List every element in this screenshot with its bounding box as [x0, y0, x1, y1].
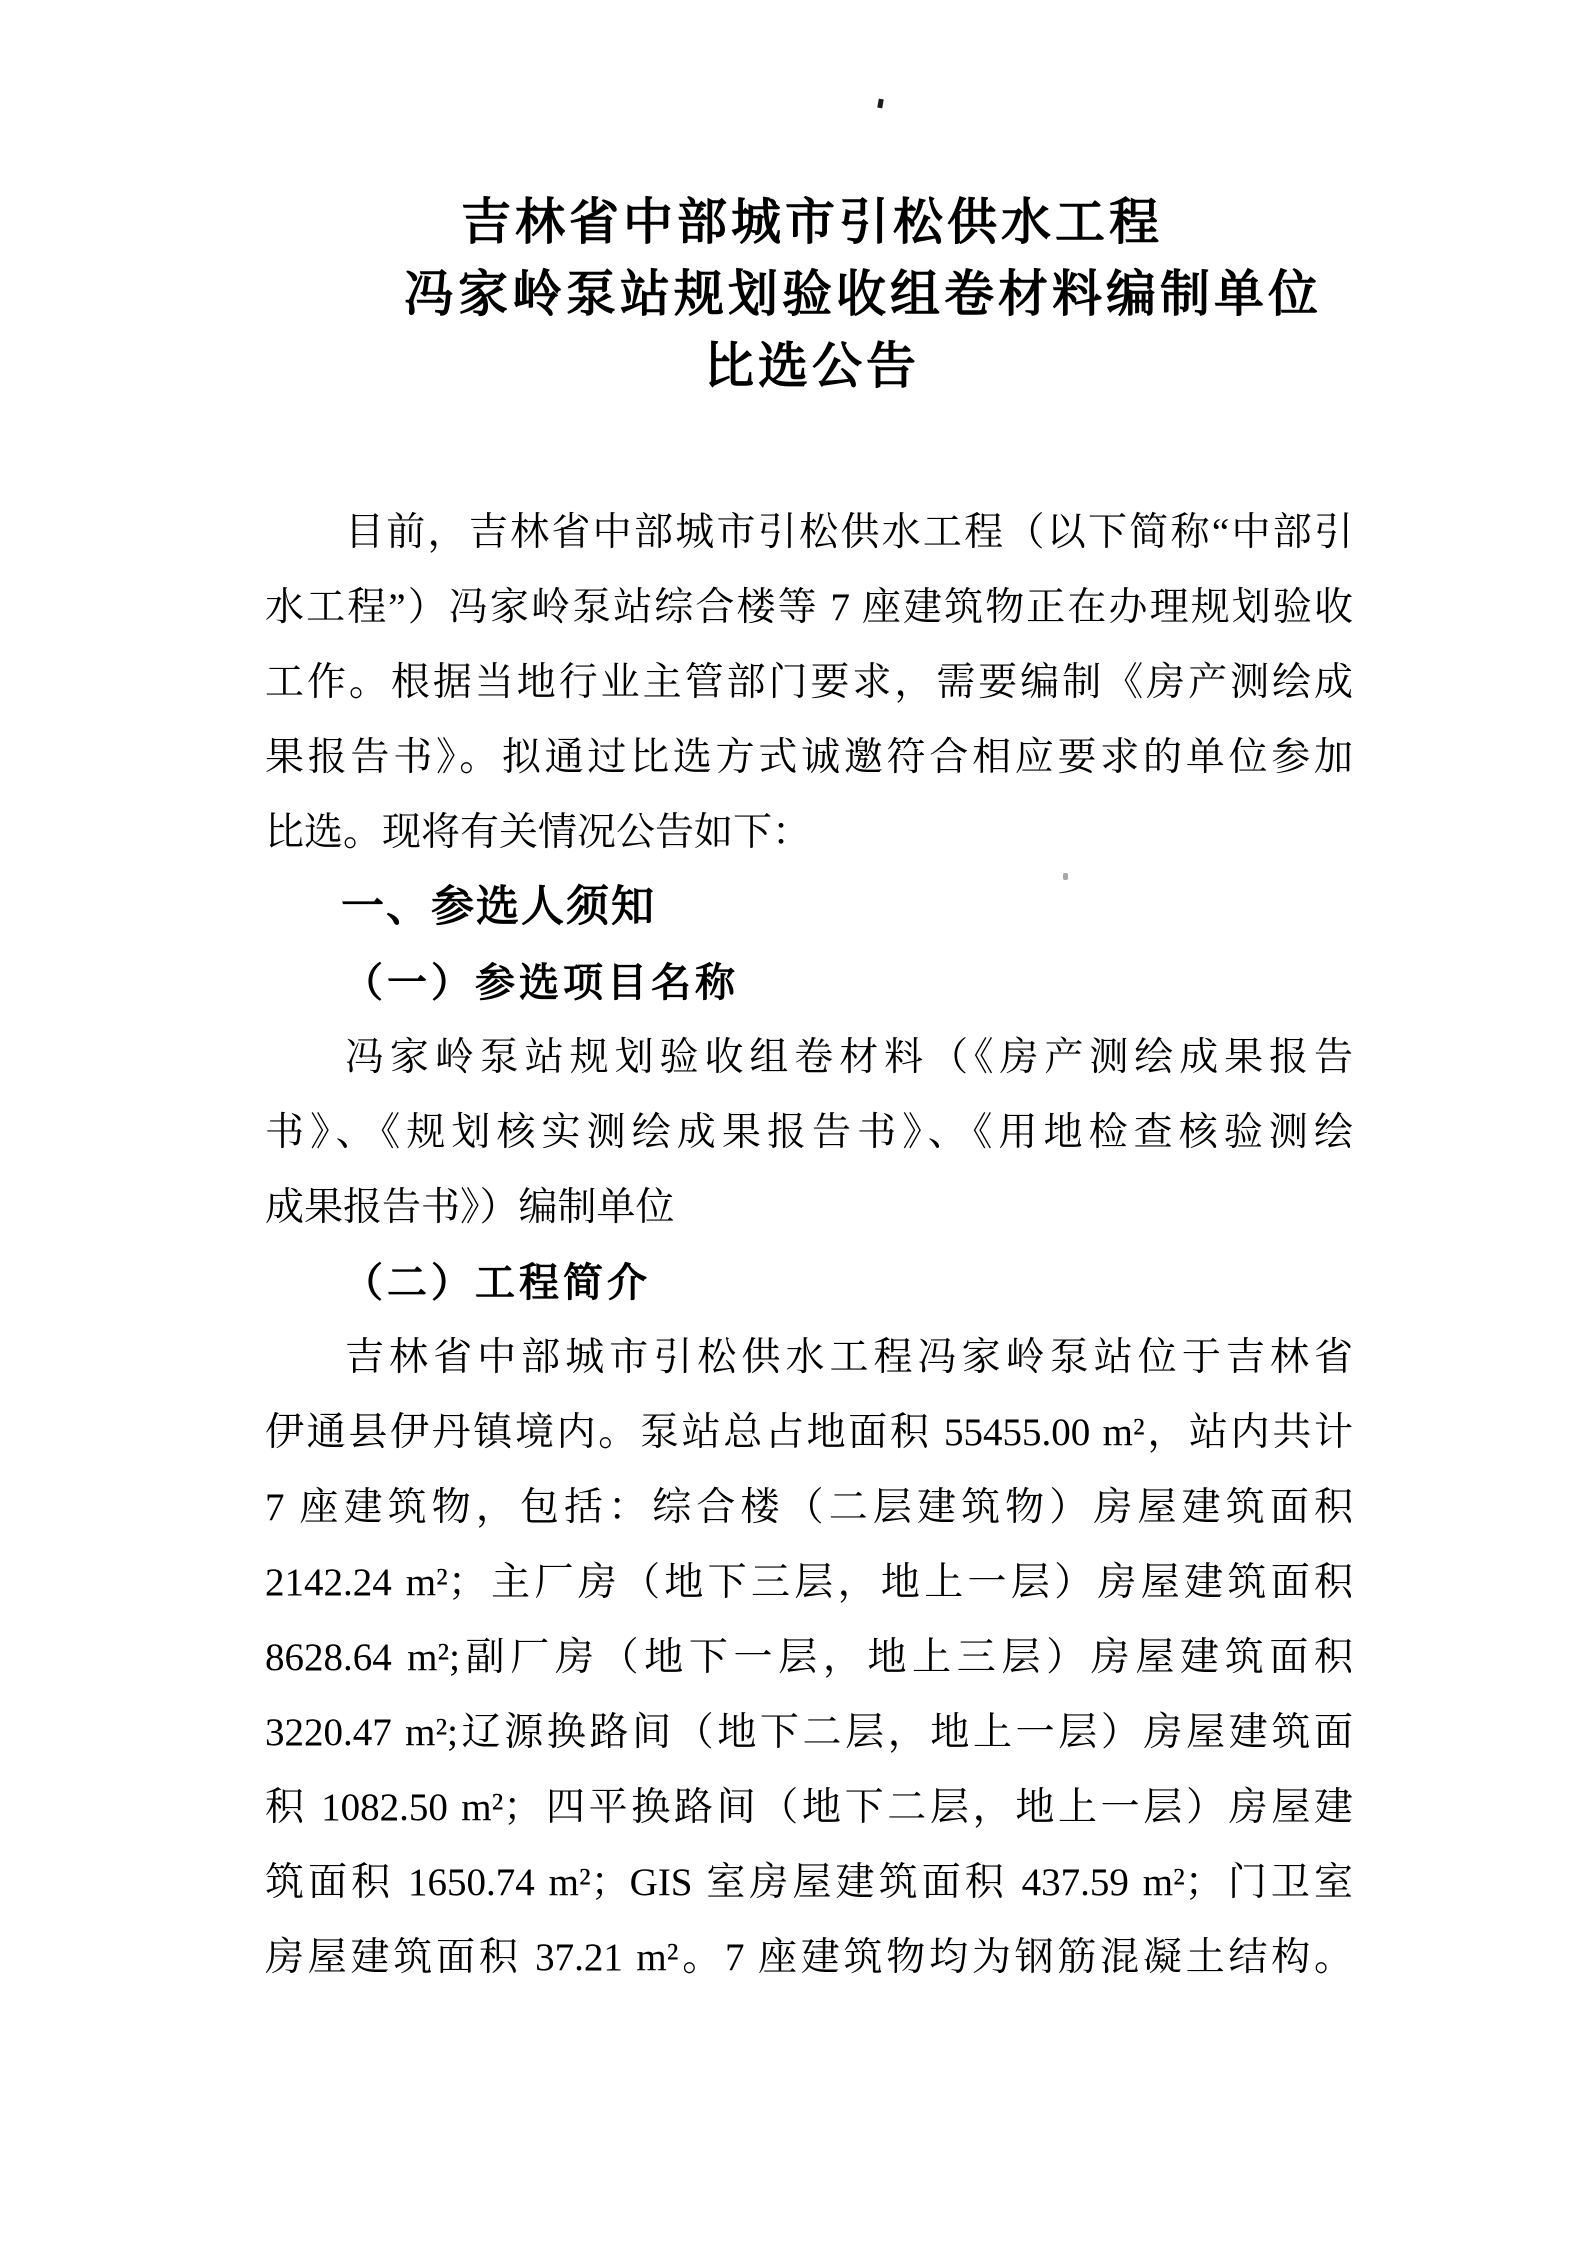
project-brief-paragraph-line: 3220.47 m²;辽源换路间（地下二层，地上一层）房屋建筑面: [265, 1711, 1353, 1754]
subheading-project-brief: （二）工程简介: [343, 1260, 651, 1305]
project-name-paragraph-line: 冯家岭泵站规划验收组卷材料（《房产测绘成果报告: [345, 1036, 1353, 1079]
project-brief-paragraph-line: 8628.64 m²;副厂房（地下一层，地上三层）房屋建筑面积: [265, 1636, 1353, 1679]
section-heading-participant-notice: 一、参选人须知: [341, 883, 656, 931]
project-brief-paragraph-line: 筑面积 1650.74 m²；GIS 室房屋建筑面积 437.59 m²；门卫室: [265, 1861, 1353, 1904]
intro-paragraph-line: 果报告书》。拟通过比选方式诚邀符合相应要求的单位参加: [265, 736, 1353, 779]
scan-speck: [877, 99, 883, 109]
document-title: [0, 186, 1586, 402]
project-brief-paragraph-line: 7 座建筑物，包括：综合楼（二层建筑物）房屋建筑面积: [265, 1486, 1353, 1529]
project-brief-paragraph-line: 房屋建筑面积 37.21 m²。7 座建筑物均为钢筋混凝土结构。: [265, 1936, 1353, 1979]
project-name-paragraph-line: 书》、《规划核实测绘成果报告书》、《用地检查核验测绘: [265, 1111, 1353, 1154]
title-line-1: 吉林省中部城市引松供水工程: [461, 194, 1163, 250]
project-brief-paragraph-line: 2142.24 m²；主厂房（地下三层，地上一层）房屋建筑面积: [265, 1561, 1353, 1604]
intro-paragraph-line: 工作。根据当地行业主管部门要求，需要编制《房产测绘成: [265, 661, 1353, 704]
intro-paragraph-line: 目前，吉林省中部城市引松供水工程（以下简称“中部引: [345, 511, 1353, 554]
intro-paragraph-line: 比选。现将有关情况公告如下：: [265, 811, 812, 854]
document-body: [265, 495, 1353, 1995]
title-line-2: 冯家岭泵站规划验收组卷材料编制单位: [404, 266, 1322, 322]
project-brief-paragraph-line: 吉林省中部城市引松供水工程冯家岭泵站位于吉林省: [345, 1336, 1353, 1379]
project-name-paragraph-line: 成果报告书》）编制单位: [265, 1186, 675, 1229]
project-brief-paragraph-line: 伊通县伊丹镇境内。泵站总占地面积 55455.00 m²，站内共计: [265, 1411, 1353, 1454]
project-brief-paragraph-line: 积 1082.50 m²；四平换路间（地下二层，地上一层）房屋建: [265, 1786, 1353, 1829]
intro-paragraph-line: 水工程”）冯家岭泵站综合楼等 7 座建筑物正在办理规划验收: [265, 586, 1353, 629]
title-line-3: 比选公告: [704, 338, 920, 394]
subheading-project-name: （一）参选项目名称: [343, 960, 739, 1005]
